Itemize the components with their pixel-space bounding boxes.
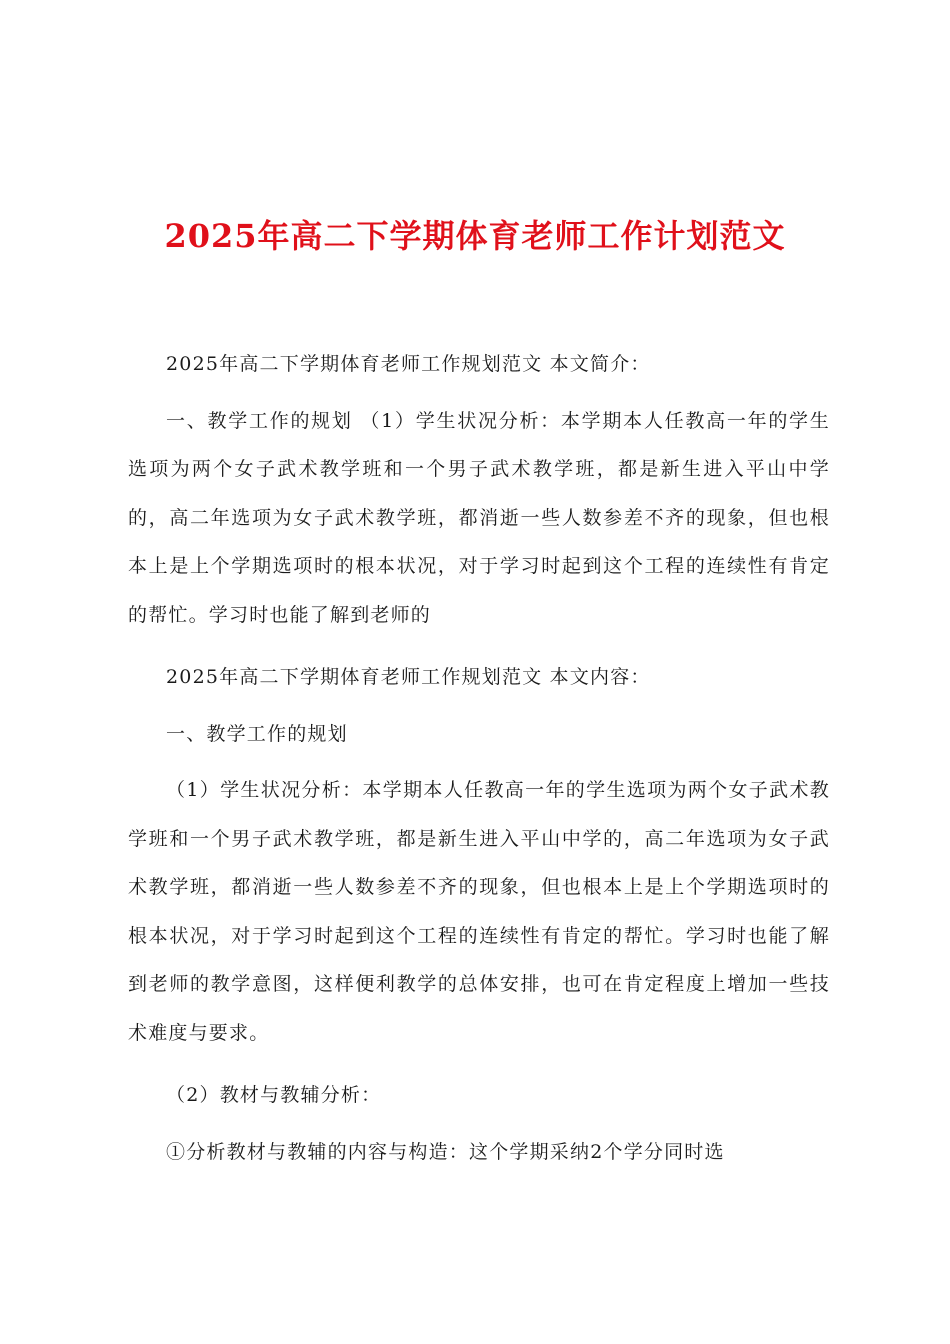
paragraph-section-heading: 一、教学工作的规划	[166, 722, 348, 745]
paragraph-student-analysis: （1）学生状况分析：本学期本人任教高一年的学生选项为两个女子武术教学班和一个男子武术教学班，都是新生进入平山中学的，高二年选项为女子武术教学班，都消逝一些人数参差不齐的现象，但也根本上是上个学期选项时的根本状况，对于学习时起到这个工程的连续性有肯定的帮忙。学习时也能了解到老师的教学意图，这样便利教学的总体安排，也可在肯定程度上增加一些技术难度与要求。	[128, 779, 830, 1044]
paragraph-summary: 一、教学工作的规划 （1）学生状况分析：本学期本人任教高一年的学生选项为两个女子武术教学班和一个男子武术教学班，都是新生进入平山中学的，高二年选项为女子武术教学班，都消逝一些人数参差不齐的现象，但也根本上是上个学期选项时的根本状况，对于学习时起到这个工程的连续性有肯定的帮忙。学习时也能了解到老师的	[128, 409, 830, 626]
paragraph-content-heading: 2025年高二下学期体育老师工作规划范文 本文内容：	[166, 666, 651, 688]
paragraph-materials-heading: （2）教材与教辅分析：	[166, 1084, 382, 1106]
paragraph-intro-heading: 2025年高二下学期体育老师工作规划范文 本文简介：	[166, 353, 651, 375]
document-body	[128, 340, 830, 1190]
document-title: 2025年高二下学期体育老师工作计划范文	[164, 217, 786, 255]
paragraph-materials-analysis: ①分析教材与教辅的内容与构造：这个学期采纳2个学分同时选	[166, 1140, 725, 1163]
